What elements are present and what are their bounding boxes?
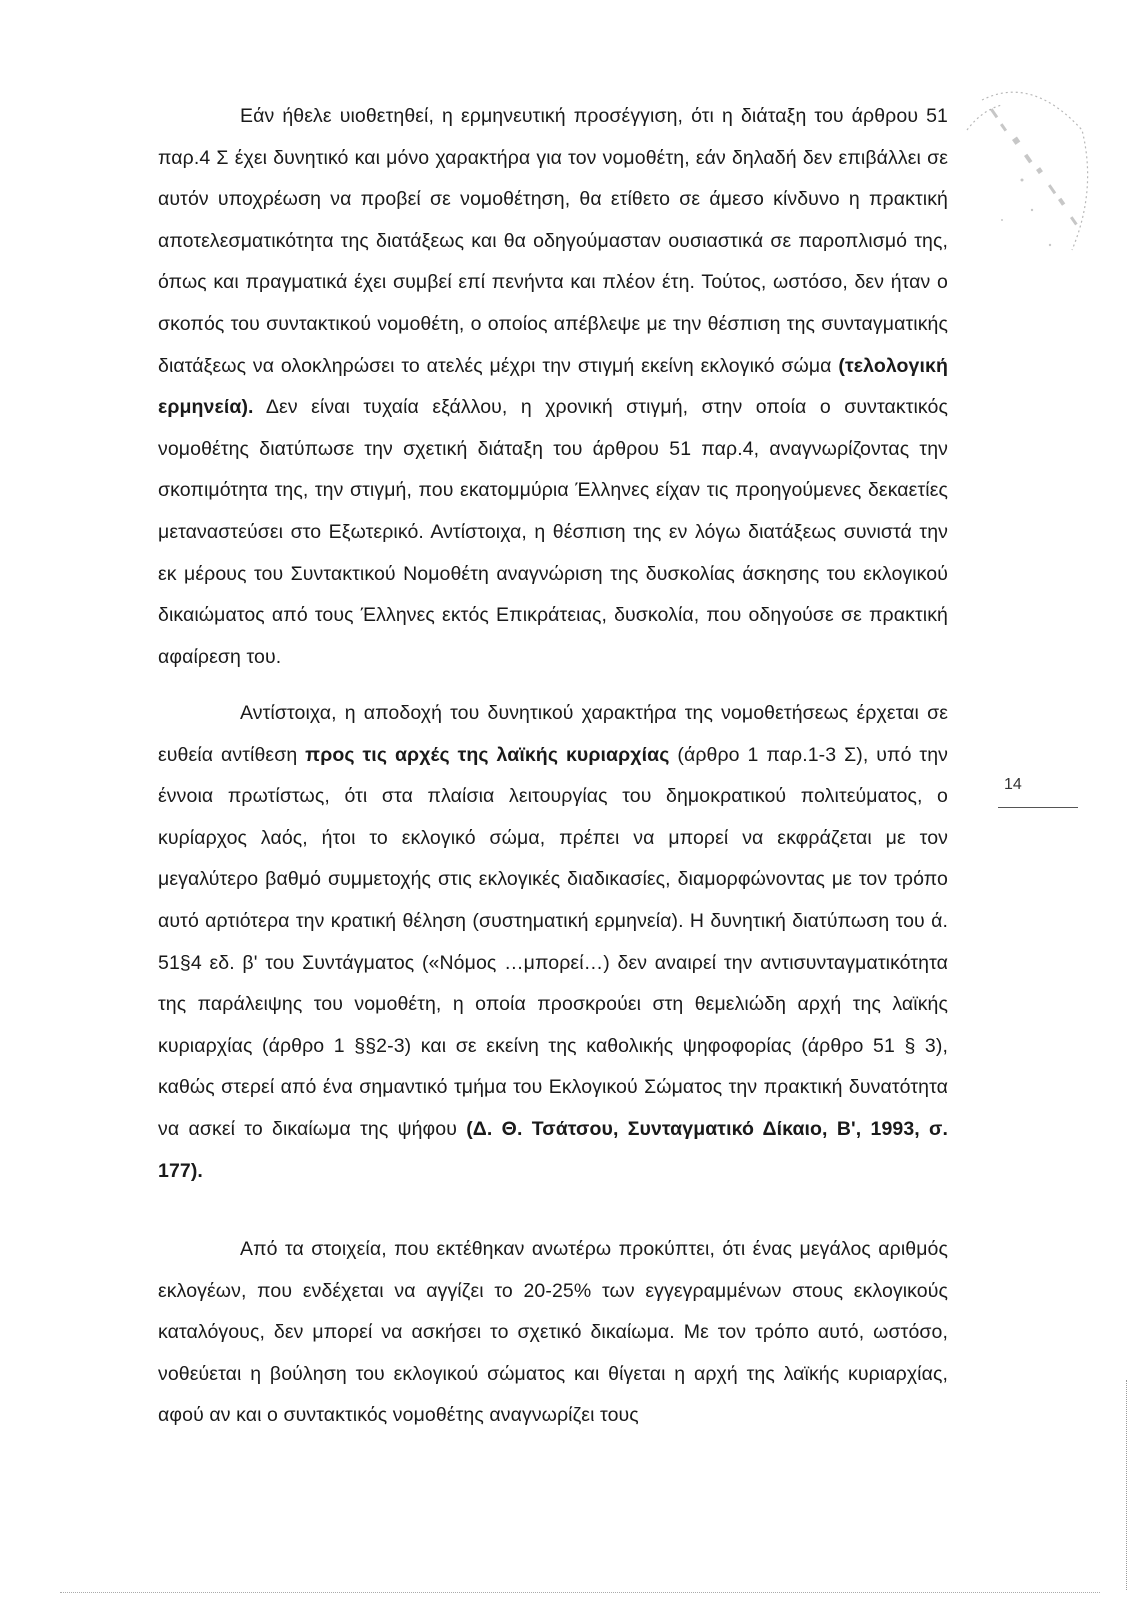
scan-edge-bottom [60,1592,1100,1593]
page-number: 14 [1004,776,1022,793]
stamp-mark [962,70,1102,270]
paragraph [158,96,948,678]
page-number-rule [998,807,1078,808]
scan-edge-right [1126,1380,1127,1590]
text-segment: Εάν ήθελε υιοθετηθεί, η ερμηνευτική προσέγγιση, ότι η διάταξη του άρθρου 51 παρ.4 Σ έχει δυνητικό και μόνο χαρακτήρα για τον νομοθέτη, εάν δηλαδή δεν επιβάλλει σε αυτόν υποχρέωση να προβεί σε νομοθέτηση, θα ετίθετο σε άμεσο κίνδυνο η πρακτική αποτελεσματικότητα της διατάξεως και θα οδηγούμασταν ουσιαστικά σε παροπλισμό της, όπως και πραγματικά έχει συμβεί επί πενήντα και πλέον έτη. Τούτος, ωστόσο, δεν ήταν ο σκοπός του συντακτικού νομοθέτη, ο οποίος απέβλεψε με την θέσπιση της συνταγματικής διατάξεως να ολοκληρώσει το ατελές μέχρι την στιγμή εκείνη εκλογικό σώμα [158,105,948,377]
text-segment: Αντίστοιχα, η αποδοχή του δυνητικού χαρακτήρα της νομοθετήσεως έρχεται σε ευθεία αντίθεση [158,702,948,766]
text-segment: (άρθρο 1 παρ.1-3 Σ), υπό την έννοια πρωτίστως, ότι στα πλαίσια λειτουργίας του δημοκρατικού πολιτεύματος, ο κυρίαρχος λαός, ήτοι το εκλογικό σώμα, πρέπει να μπορεί να εκφράζεται με τον μεγαλύτερο βαθμό συμμετοχής στις εκλογικές διαδικασίες, διαμορφώνοντας με τον τρόπο αυτό αρτιότερα την κρατική θέληση (συστηματική ερμηνεία). Η δυνητική διατύπωση του ά. 51§4 εδ. β' του Συντάγματος («Νόμος …μπορεί…) δεν αναιρεί την αντισυνταγματικότητα της παράλειψης του νομοθέτη, η οποία προσκρούει στη θεμελιώδη αρχή της λαϊκής κυριαρχίας (άρθρο 1 §§2-3) και σε εκείνη της καθολικής ψηφοφορίας (άρθρο 51 § 3), καθώς στερεί από ένα σημαντικό τμήμα του Εκλογικού Σώματος την πρακτική δυνατότητα να ασκεί το δικαίωμα της ψήφου [158,743,948,1140]
text-segment: Δεν είναι τυχαία εξάλλου, η χρονική στιγμή, στην οποία ο συντακτικός νομοθέτης διατύπωσε την σχετική διάταξη του άρθρου 51 παρ.4, αναγνωρίζοντας την σκοπιμότητα της, την στιγμή, που εκατομμύρια Έλληνες είχαν τις προηγούμενες δεκαετίες μεταναστεύσει στο Εξωτερικό. Αντίστοιχα, η θέσπιση της εν λόγω διατάξεως συνιστά την εκ μέρους του Συντακτικού Νομοθέτη αναγνώριση της δυσκολίας άσκησης του εκλογικού δικαιώματος από τους Έλληνες εκτός Επικράτειας, δυσκολία, που οδηγούσε σε πρακτική αφαίρεση του. [158,396,948,668]
bold-text-segment: (τελολογική ερμηνεία). [158,354,948,419]
bold-text-segment: (Δ. Θ. Τσάτσου, Συνταγματικό Δίκαιο, Β', 1993, σ. 177). [158,1117,948,1182]
text-segment: Από τα στοιχεία, που εκτέθηκαν ανωτέρω προκύπτει, ότι ένας μεγάλος αριθμός εκλογέων, που ενδέχεται να αγγίζει το 20-25% των εγγεγραμμένων στους εκλογικούς καταλόγους, δεν μπορεί να ασκήσει το σχετικό δικαίωμα. Με τον τρόπο αυτό, ωστόσο, νοθεύεται η βούληση του εκλογικού σώματος και θίγεται η αρχή της λαϊκής κυριαρχίας, αφού αν και ο συντακτικός νομοθέτης αναγνωρίζει τους [158,1238,948,1427]
paragraph [158,1229,948,1437]
bold-text-segment: προς τις αρχές της λαϊκής κυριαρχίας [305,743,670,766]
paragraph [158,693,948,1192]
